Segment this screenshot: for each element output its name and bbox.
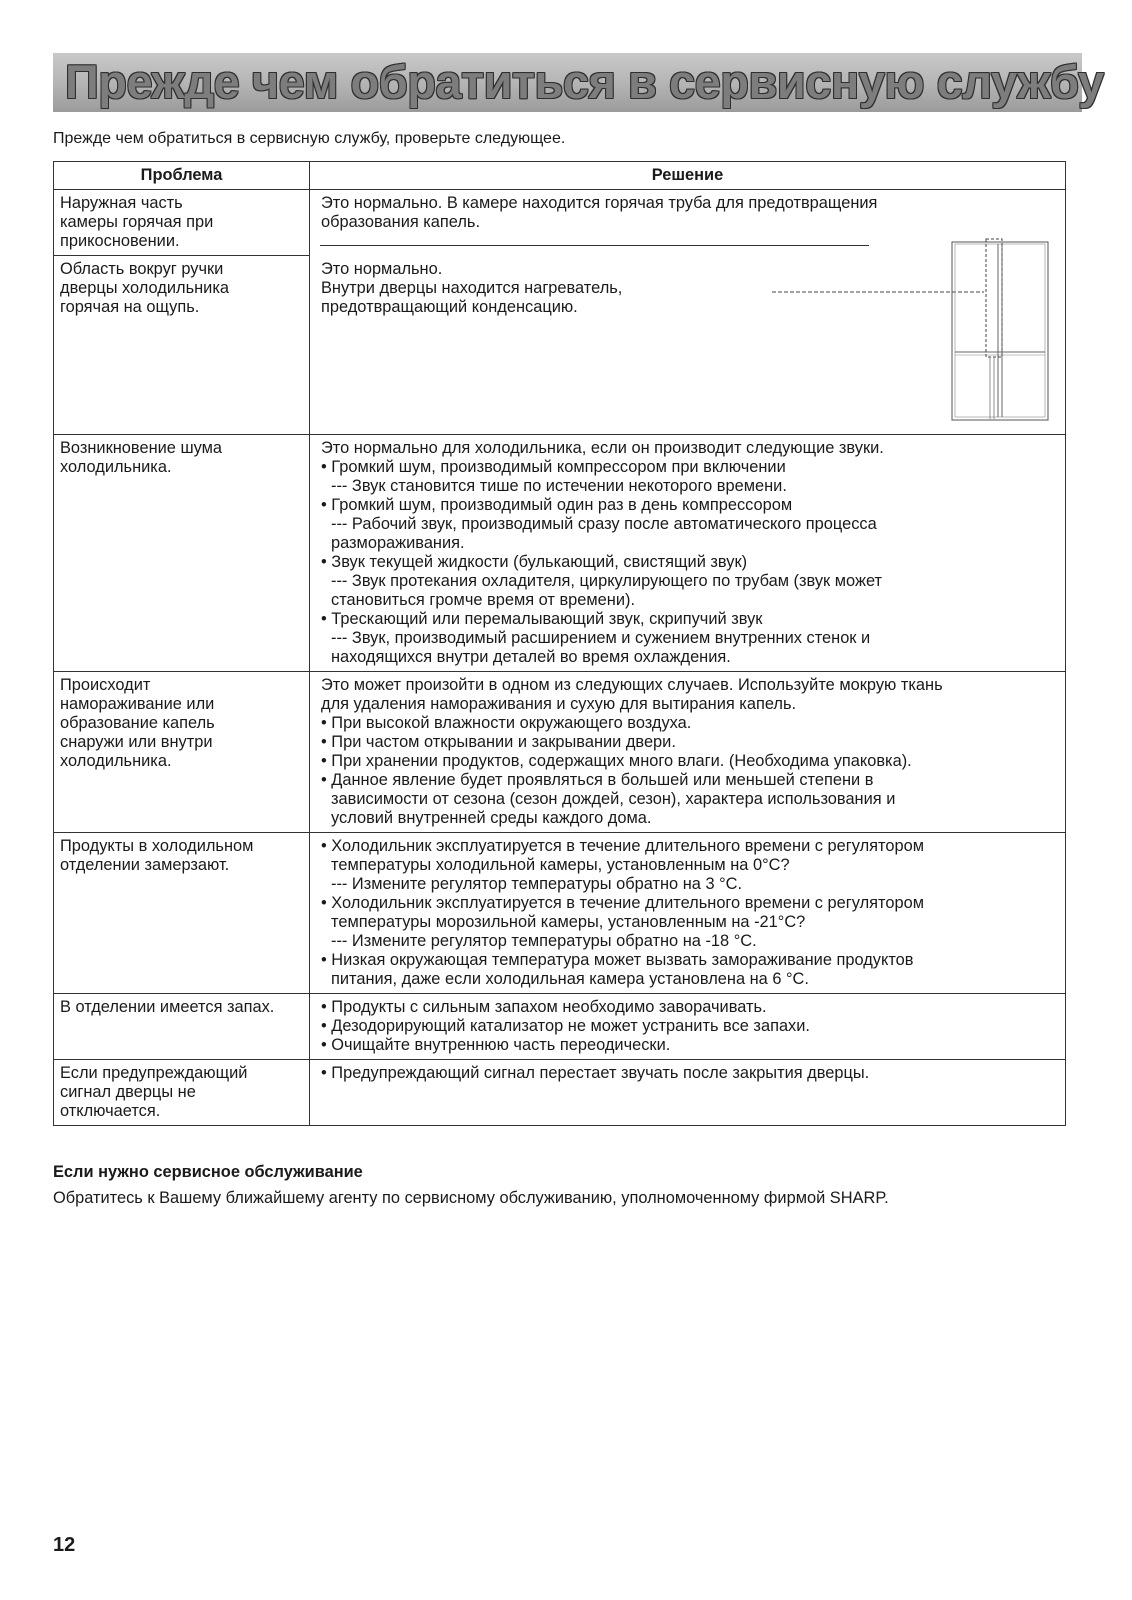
problem-line: Возникновение шума xyxy=(60,439,222,457)
problem-line: горячая на ощупь. xyxy=(60,298,200,316)
problem-line: отключается. xyxy=(60,1102,161,1120)
solution-note: --- Звук протекания охладителя, циркулирующего по трубам (звук может xyxy=(331,572,883,590)
problem-cell xyxy=(54,1060,310,1126)
intro-text: Прежде чем обратиться в сервисную службу, проверьте следующее. xyxy=(53,130,566,147)
solution-line: Это нормально. xyxy=(321,259,443,278)
solution-cell xyxy=(310,672,1066,833)
solution-line: образования капель. xyxy=(321,213,481,231)
solution-bullet: • Данное явление будет проявляться в большей или меньшей степени в xyxy=(321,771,874,789)
solution-line: Внутри дверцы находится нагреватель, xyxy=(321,278,623,297)
solution-line: предотвращающий конденсацию. xyxy=(321,297,578,316)
problem-line: прикосновении. xyxy=(60,232,180,250)
solution-bullet: • Холодильник эксплуатируется в течение длительного времени с регулятором xyxy=(321,894,924,912)
problem-line: Область вокруг ручки xyxy=(60,260,224,278)
problem-line: намораживание или xyxy=(60,695,215,713)
solution-bullet: • При высокой влажности окружающего воздуха. xyxy=(321,714,692,732)
problem-line: снаружи или внутри xyxy=(60,733,213,751)
solution-note: --- Звук становится тише по истечении некоторого времени. xyxy=(331,477,787,495)
solution-cell xyxy=(310,435,1066,672)
problem-line: сигнал дверцы не xyxy=(60,1083,196,1101)
page-number: 12 xyxy=(53,1534,76,1556)
page-title-banner xyxy=(53,53,1104,112)
problem-line: холодильника. xyxy=(60,458,172,476)
problem-line: дверцы холодильника xyxy=(60,279,229,297)
solution-bullet: • При хранении продуктов, содержащих много влаги. (Необходима упаковка). xyxy=(321,752,912,770)
problem-line: отделении замерзают. xyxy=(60,856,230,874)
problem-line: Наружная часть xyxy=(60,194,183,212)
problem-line: Продукты в холодильном xyxy=(60,837,254,855)
solution-line: Это нормально. В камере находится горячая труба для предотвращения xyxy=(321,194,878,212)
solution-bullet: • Очищайте внутреннюю часть переодически. xyxy=(321,1036,671,1054)
solution-note: условий внутренней среды каждого дома. xyxy=(331,809,652,827)
problem-cell xyxy=(54,672,310,833)
solution-note: питания, даже если холодильная камера установлена на 6 °C. xyxy=(331,970,809,988)
problem-cell xyxy=(54,833,310,994)
problem-cell xyxy=(54,190,310,256)
solution-bullet: • Дезодорирующий катализатор не может устранить все запахи. xyxy=(321,1017,810,1035)
solution-note: --- Рабочий звук, производимый сразу после автоматического процесса xyxy=(331,515,877,533)
solution-bullet: • Трескающий или перемалывающий звук, скрипучий звук xyxy=(321,610,763,628)
table-row xyxy=(54,994,1066,1060)
refrigerator-diagram-icon xyxy=(772,237,1066,427)
problem-cell xyxy=(54,256,310,435)
solution-note: становиться громче время от времени). xyxy=(331,591,636,609)
solution-note: температуры холодильной камеры, установленным на 0°C? xyxy=(331,856,790,874)
troubleshooting-table xyxy=(53,161,1066,1126)
solution-note: --- Измените регулятор температуры обратно на 3 °C. xyxy=(331,875,743,893)
table-row xyxy=(54,256,1066,435)
solution-intro: Это может произойти в одном из следующих случаев. Используйте мокрую ткань xyxy=(321,676,943,694)
solution-intro: для удаления намораживания и сухую для вытирания капель. xyxy=(321,695,797,713)
solution-bullet: • Холодильник эксплуатируется в течение длительного времени с регулятором xyxy=(321,837,924,855)
solution-note: размораживания. xyxy=(331,534,465,552)
table-row xyxy=(54,833,1066,994)
problem-line: камеры горячая при xyxy=(60,213,214,231)
solution-note: находящихся внутри деталей во время охлаждения. xyxy=(331,648,731,666)
solution-bullet: • Низкая окружающая температура может вызвать замораживание продуктов xyxy=(321,951,914,969)
table-header-row xyxy=(54,162,1066,190)
problem-line: холодильника. xyxy=(60,752,172,770)
solution-bullet: • Громкий шум, производимый компрессором при включении xyxy=(321,458,786,476)
solution-bullet: • Предупреждающий сигнал перестает звучать после закрытия дверцы. xyxy=(321,1064,870,1082)
problem-line: Происходит xyxy=(60,676,151,694)
table-row xyxy=(54,435,1066,672)
header-solution: Решение xyxy=(310,162,1066,190)
solution-bullet: • Продукты с сильным запахом необходимо заворачивать. xyxy=(321,998,767,1016)
solution-note: температуры морозильной камеры, установленным на -21°C? xyxy=(331,913,806,931)
solution-bullet: • При частом открывании и закрывании двери. xyxy=(321,733,676,751)
solution-bullet: • Звук текущей жидкости (булькающий, свистящий звук) xyxy=(321,553,748,571)
solution-note: --- Измените регулятор температуры обратно на -18 °C. xyxy=(331,932,757,950)
solution-cell xyxy=(310,994,1066,1060)
problem-line: Если предупреждающий xyxy=(60,1064,248,1082)
problem-line: В отделении имеется запах. xyxy=(60,998,275,1016)
solution-bullet: • Громкий шум, производимый один раз в день компрессором xyxy=(321,496,793,514)
problem-cell xyxy=(54,435,310,672)
problem-line: образование капель xyxy=(60,714,215,732)
table-row xyxy=(54,672,1066,833)
solution-note: --- Звук, производимый расширением и сужением внутренних стенок и xyxy=(331,629,871,647)
problem-cell xyxy=(54,994,310,1060)
solution-cell xyxy=(310,833,1066,994)
service-heading: Если нужно сервисное обслуживание xyxy=(53,1163,363,1181)
solution-cell xyxy=(310,256,1066,435)
service-body: Обратитесь к Вашему ближайшему агенту по сервисному обслуживанию, уполномоченному фирмой SHARP. xyxy=(53,1189,889,1207)
header-problem: Проблема xyxy=(54,162,310,190)
page-title: Прежде чем обратиться в сервисную службу xyxy=(65,55,1104,108)
solution-note: зависимости от сезона (сезон дождей, сезон), характера использования и xyxy=(331,790,896,808)
table-row xyxy=(54,1060,1066,1126)
solution-cell xyxy=(310,1060,1066,1126)
solution-intro: Это нормально для холодильника, если он производит следующие звуки. xyxy=(321,439,884,457)
